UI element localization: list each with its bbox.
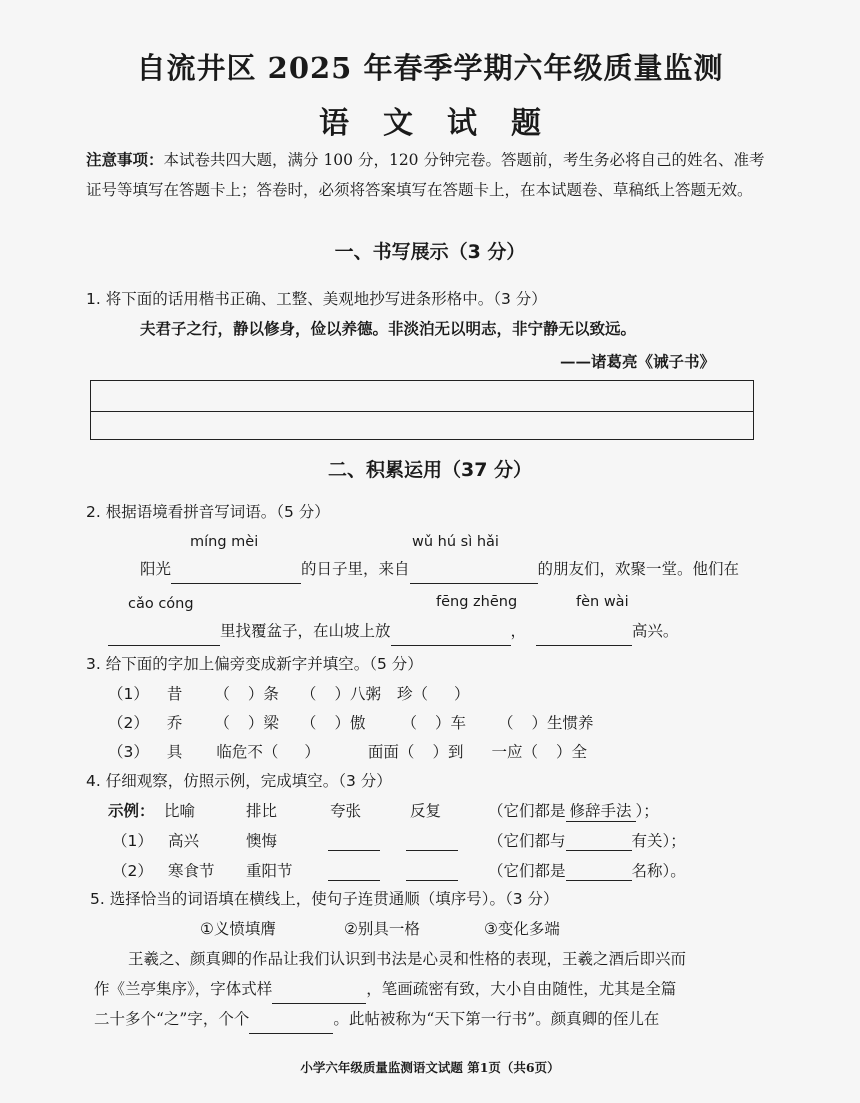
q4-row-1-note: （它们都与 有关）； xyxy=(488,832,686,850)
q2-text-1a: 阳光 xyxy=(140,560,172,578)
notice-text: 本试卷共四大题，满分 100 分，120 分钟完卷。答题前，考生务必将自己的姓名、准考证号等填写在答题卡上；答卷时，必须将答案填写在答题卡上，在本试题卷、草稿纸上答题无效。 xyxy=(86,151,765,199)
q2-text-1c: 的朋友们，欢聚一堂。他们在 xyxy=(537,560,740,578)
q2-text-1b: 的日子里，来自 xyxy=(301,560,410,578)
pinyin-5: fèn wài xyxy=(576,594,629,610)
q5-option-3: ③变化多端 xyxy=(484,920,560,938)
writing-grid-divider xyxy=(91,411,753,412)
q4-blank-1[interactable] xyxy=(328,832,380,851)
q4-example-word-1: 比喻 xyxy=(164,802,196,820)
q4-blank-6[interactable] xyxy=(566,862,632,881)
question-1-source: ——诸葛亮《诫子书》 xyxy=(560,352,716,371)
question-1-stem: 1. 将下面的话用楷书正确、工整、美观地抄写进条形格中。（3 分） xyxy=(86,290,547,308)
q4-blank-5[interactable] xyxy=(406,862,458,881)
q5-blank-2[interactable] xyxy=(249,1015,333,1034)
q4-example-word-3: 夸张 xyxy=(330,802,362,820)
pinyin-2: wǔ hú sì hǎi xyxy=(412,534,499,550)
writing-grid[interactable] xyxy=(90,380,754,440)
q4-blank-2[interactable] xyxy=(406,832,458,851)
pinyin-3: cǎo cóng xyxy=(128,596,194,612)
question-2-line-2 xyxy=(108,616,678,646)
question-4-stem: 4. 仔细观察，仿照示例，完成填空。（3 分） xyxy=(86,772,392,790)
q2-blank-2[interactable] xyxy=(410,565,538,584)
pinyin-1: míng mèi xyxy=(190,534,259,550)
q2-blank-1[interactable] xyxy=(171,565,301,584)
q5-passage-line-2: 作《兰亭集序》，字体式样 ，笔画疏密有致，大小自由随性，尤其是全篇 xyxy=(94,974,676,1004)
q5-passage-line-1: 王羲之、颜真卿的作品让我们认识到书法是心灵和性格的表现，王羲之酒后即兴而 xyxy=(128,950,687,968)
exam-title: 自流井区 2025 年春季学期六年级质量监测 xyxy=(136,51,724,85)
pinyin-4: fēng zhēng xyxy=(436,594,518,610)
q2-text-2b: ， xyxy=(510,622,527,640)
notice-label: 注意事项： xyxy=(86,150,164,169)
q2-blank-5[interactable] xyxy=(536,627,632,646)
question-3-stem: 3. 给下面的字加上偏旁变成新字并填空。（5 分） xyxy=(86,655,423,673)
q4-row-1-blanks xyxy=(328,832,458,851)
q4-row-2-blanks xyxy=(328,862,458,881)
question-5-stem: 5. 选择恰当的词语填在横线上，使句子连贯通顺（填序号）。（3 分） xyxy=(90,890,559,908)
q4-blank-3[interactable] xyxy=(566,832,632,851)
q3-row-2: （2） 乔 （ ）梁 （ ）傲 （ ）车 （ ）生惯养 xyxy=(108,714,594,732)
page-footer: 小学六年级质量监测语文试题 第1页（共6页） xyxy=(300,1060,560,1075)
q2-blank-3[interactable] xyxy=(108,627,220,646)
q2-blank-4[interactable] xyxy=(391,627,511,646)
q2-text-2c: 高兴。 xyxy=(631,622,679,640)
q5-option-1: ①义愤填膺 xyxy=(200,920,276,938)
q4-row-2-word-2: 重阳节 xyxy=(246,862,293,880)
question-2-stem: 2. 根据语境看拼音写词语。（5 分） xyxy=(86,503,330,521)
q4-row-1-num: （1） xyxy=(112,832,153,850)
q4-row-2-word-1: 寒食节 xyxy=(168,862,215,880)
q4-row-1-word-1: 高兴 xyxy=(168,832,200,850)
q4-row-1-word-2: 懊悔 xyxy=(246,832,278,850)
q3-row-3: （3） 具 临危不（ ） 面面（ ）到 一应（ ）全 xyxy=(108,743,587,761)
notice xyxy=(86,145,766,205)
q4-blank-4[interactable] xyxy=(328,862,380,881)
section-2-heading: 二、积累运用（37 分） xyxy=(327,459,533,481)
exam-subtitle: 语文试题 xyxy=(319,106,575,141)
q4-example-label: 示例： xyxy=(108,802,155,820)
q3-row-1: （1） 昔 （ ）条 （ ）八粥 珍（ ） xyxy=(108,685,470,703)
q2-text-2a: 里找覆盆子，在山坡上放 xyxy=(220,622,391,640)
question-1-quote: 夫君子之行，静以修身，俭以养德。非淡泊无以明志，非宁静无以致远。 xyxy=(140,319,637,338)
question-2-line-1 xyxy=(140,554,739,584)
q4-row-2-num: （2） xyxy=(112,862,153,880)
q5-passage-line-3: 二十多个“之”字，个个 。此帖被称为“天下第一行书”。颜真卿的侄儿在 xyxy=(94,1004,659,1034)
q4-row-2-note: （它们都是 名称）。 xyxy=(488,862,686,880)
q5-option-2: ②别具一格 xyxy=(344,920,420,938)
q5-blank-1[interactable] xyxy=(272,985,366,1004)
q4-example-word-2: 排比 xyxy=(246,802,278,820)
section-1-heading: 一、书写展示（3 分） xyxy=(334,241,526,263)
q4-example-word-4: 反复 xyxy=(410,802,442,820)
q4-example-answer: 修辞手法 xyxy=(566,799,636,822)
q4-example-note: （它们都是 修辞手法 ）； xyxy=(488,799,659,822)
